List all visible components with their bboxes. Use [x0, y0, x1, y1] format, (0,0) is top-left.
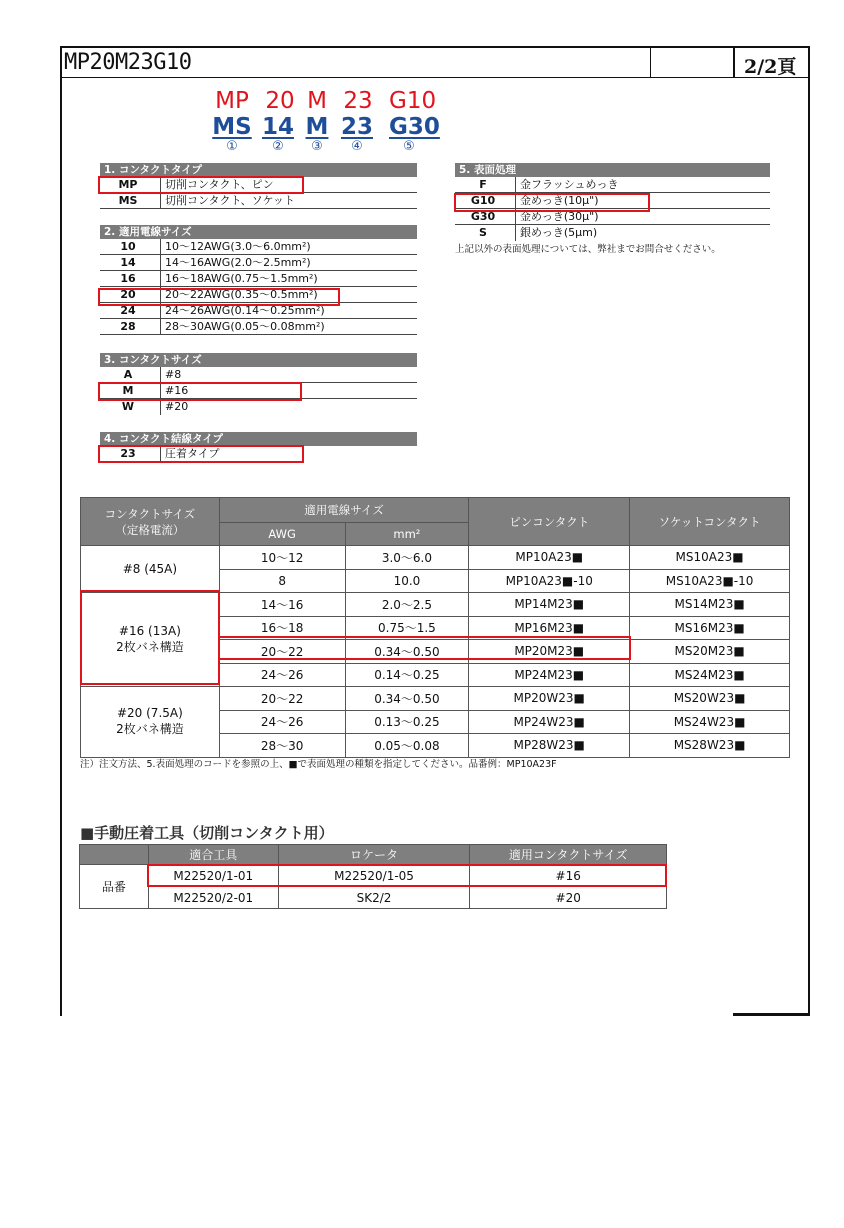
- table-row: M22520/2-01 SK2/2 #20: [80, 887, 667, 909]
- header-divider: [733, 46, 735, 78]
- code-blue-1: MS: [212, 114, 252, 140]
- section-title: 4. コンタクト結線タイプ: [100, 432, 417, 446]
- header-divider: [650, 46, 651, 78]
- spec-row: G10 金めっき(10μ"): [455, 193, 770, 209]
- spec-row: MP 切削コンタクト、ピン: [100, 177, 417, 193]
- code-blue-2: 14: [261, 114, 294, 140]
- group-label: #8 (45A): [81, 546, 220, 593]
- table-row: 20～22 0.34～0.50 MP20M23■ MS20M23■: [81, 640, 790, 664]
- table-note: 注）注文方法、5.表面処理のコードを参照の上、■で表面処理の種類を指定してください。品番例：MP10A23F: [80, 759, 557, 770]
- section-wire-size: [100, 225, 417, 335]
- highlight-box: [98, 382, 302, 401]
- spec-row: F 金フラッシュめっき: [455, 177, 770, 193]
- spec-row: 16 16～18AWG(0.75～1.5mm²): [100, 271, 417, 287]
- tool-section-title: ■手動圧着工具（切削コンタクト用）: [80, 824, 334, 842]
- table-row: 8 10.0 MP10A23■-10 MS10A23■-10: [81, 569, 790, 593]
- surface-note: 上記以外の表面処理については、弊社までお問合せください。: [455, 244, 721, 255]
- header-pin-contact: ピンコンタクト: [469, 498, 630, 546]
- section-title: 1. コンタクトタイプ: [100, 163, 417, 177]
- table-row: 24～26 0.14～0.25 MP24M23■ MS24M23■: [81, 663, 790, 687]
- spec-row: 24 24～26AWG(0.14～0.25mm²): [100, 303, 417, 319]
- table-row: 28～30 0.05～0.08 MP28W23■ MS28W23■: [81, 734, 790, 758]
- table-row: #20 (7.5A) 2枚バネ構造 20～22 0.34～0.50 MP20W23■ MS20W23■: [81, 687, 790, 711]
- code-red-4: 23: [343, 88, 373, 114]
- group-label: #20 (7.5A) 2枚バネ構造: [81, 687, 220, 758]
- spec-row: W #20: [121, 400, 189, 413]
- group-label: #16 (13A) 2枚バネ構造: [81, 593, 220, 687]
- highlight-box: [98, 288, 340, 306]
- code-red-1: MP: [215, 88, 249, 114]
- highlight-box: [218, 636, 631, 660]
- spec-row: 23 圧着タイプ: [120, 447, 220, 460]
- header-tool: 適合工具: [148, 845, 278, 865]
- header-socket-contact: ソケットコンタクト: [630, 498, 790, 546]
- header-contact-size: コンタクトサイズ （定格電流）: [81, 498, 220, 546]
- code-red-3: M: [307, 88, 327, 114]
- code-num-2: ②: [272, 139, 284, 154]
- spec-row: G30 金めっき(30μ"): [455, 209, 770, 225]
- table-row: 16～18 0.75～1.5 MP16M23■ MS16M23■: [81, 616, 790, 640]
- document-title: MP20M23G10: [64, 50, 192, 75]
- frame-left-border: [60, 46, 62, 1016]
- code-num-3: ③: [311, 139, 323, 154]
- header-wire-size: 適用電線サイズ: [219, 498, 469, 523]
- code-blue-5: G30: [389, 114, 440, 140]
- code-red-5: G10: [389, 88, 437, 114]
- code-num-1: ①: [226, 139, 238, 154]
- spec-row: S 銀めっき(5μm): [479, 226, 598, 239]
- row-label: 品番: [80, 865, 149, 909]
- highlight-box: [80, 590, 220, 685]
- code-red-2: 20: [265, 88, 295, 114]
- table-row: 品番 M22520/1-01 M22520/1-05 #16: [80, 865, 667, 887]
- frame-right-border: [808, 46, 810, 1016]
- spec-row: 14 14～16AWG(2.0～2.5mm²): [100, 255, 417, 271]
- header-applicable-size: 適用コンタクトサイズ: [470, 845, 667, 865]
- spec-row: 10 10～12AWG(3.0～6.0mm²): [100, 239, 417, 255]
- code-num-5: ⑤: [403, 139, 415, 154]
- code-blue-3: M: [305, 114, 329, 140]
- table-row: #8 (45A) 10～12 3.0～6.0 MP10A23■ MS10A23■: [81, 546, 790, 570]
- spec-row: 20 20～22AWG(0.35～0.5mm²): [100, 287, 417, 303]
- header-mm2: mm²: [345, 523, 469, 546]
- highlight-box: [98, 176, 304, 194]
- spec-row: A #8: [100, 367, 417, 383]
- header-awg: AWG: [219, 523, 345, 546]
- section-title: 3. コンタクトサイズ: [100, 353, 417, 367]
- code-num-4: ④: [351, 139, 363, 154]
- header-locator: ロケータ: [278, 845, 470, 865]
- highlight-box: [454, 193, 650, 212]
- section-title: 2. 適用電線サイズ: [100, 225, 417, 239]
- page-number: 2/2頁: [744, 56, 797, 78]
- spec-row: M #16: [100, 383, 417, 399]
- table-row: 24～26 0.13～0.25 MP24W23■ MS24W23■: [81, 710, 790, 734]
- spec-row: 28 28～30AWG(0.05～0.08mm²): [100, 319, 417, 335]
- code-blue-4: 23: [340, 114, 373, 140]
- section-title: 5. 表面処理: [455, 163, 770, 177]
- table-row: #16 (13A) 2枚バネ構造 14～16 2.0～2.5 MP14M23■ MS14M23■: [81, 593, 790, 617]
- highlight-box: [147, 864, 667, 887]
- highlight-box: [98, 445, 304, 463]
- frame-bottom-stub: [733, 1013, 810, 1016]
- spec-row: MS 切削コンタクト、ソケット: [100, 193, 417, 209]
